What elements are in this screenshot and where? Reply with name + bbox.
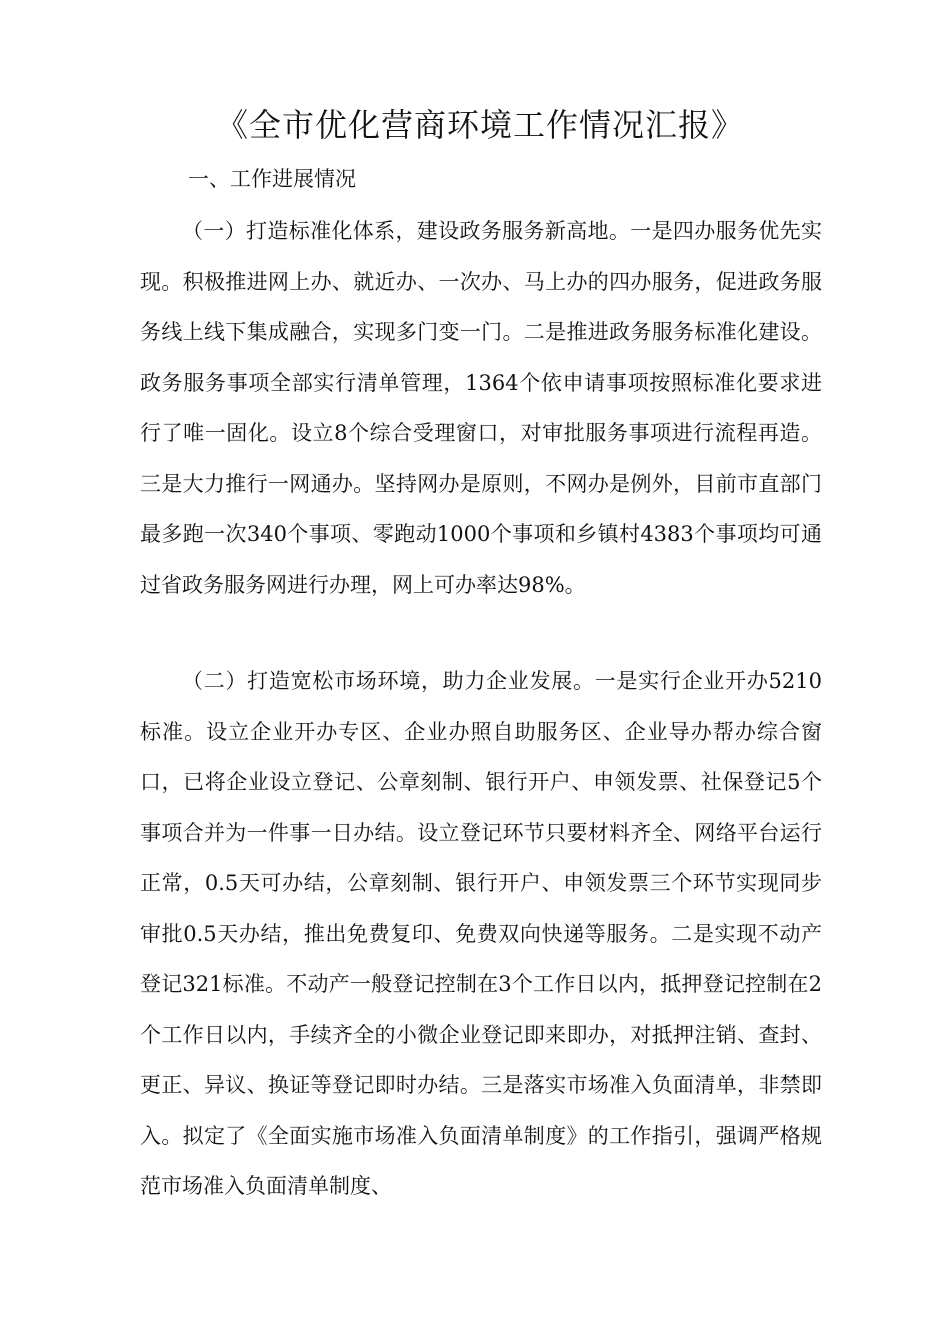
paragraph-standardization: （一）打造标准化体系，建设政务服务新高地。一是四办服务优先实现。积极推进网上办、就近办、一次办、马上办的四办服务，促进政务服务线上线下集成融合，实现多门变一门。二是推进政务服务标准化建设。政务服务事项全部实行清单管理，1364个依申请事项按照标准化要求进行了唯一固化。设立8个综合受理窗口，对审批服务事项进行流程再造。三是大力推行一网通办。坚持网办是原则，不网办是例外，目前市直部门最多跑一次340个事项、零跑动1000个事项和乡镇村4383个事项均可通过省政务服务网进行办理，网上可办率达98%。 [140, 219, 822, 597]
body-paragraph-block [140, 206, 822, 610]
body-paragraph-block [140, 656, 822, 1212]
paragraph-market-environment: （二）打造宽松市场环境，助力企业发展。一是实行企业开办5210标准。设立企业开办专区、企业办照自助服务区、企业导办帮办综合窗口，已将企业设立登记、公章刻制、银行开户、申领发票、社保登记5个事项合并为一件事一日办结。设立登记环节只要材料齐全、网络平台运行正常，0.5天可办结，公章刻制、银行开户、申领发票三个环节实现同步审批0.5天办结，推出免费复印、免费双向快递等服务。二是实现不动产登记321标准。不动产一般登记控制在3个工作日以内，抵押登记控制在2个工作日以内，手续齐全的小微企业登记即来即办，对抵押注销、查封、更正、异议、换证等登记即时办结。三是落实市场准入负面清单，非禁即入。拟定了《全面实施市场准入负面清单制度》的工作指引，强调严格规范市场准入负面清单制度、 [140, 669, 822, 1198]
document-title: 《全市优化营商环境工作情况汇报》 [215, 106, 744, 144]
section-heading: 一、工作进展情况 [188, 167, 356, 191]
